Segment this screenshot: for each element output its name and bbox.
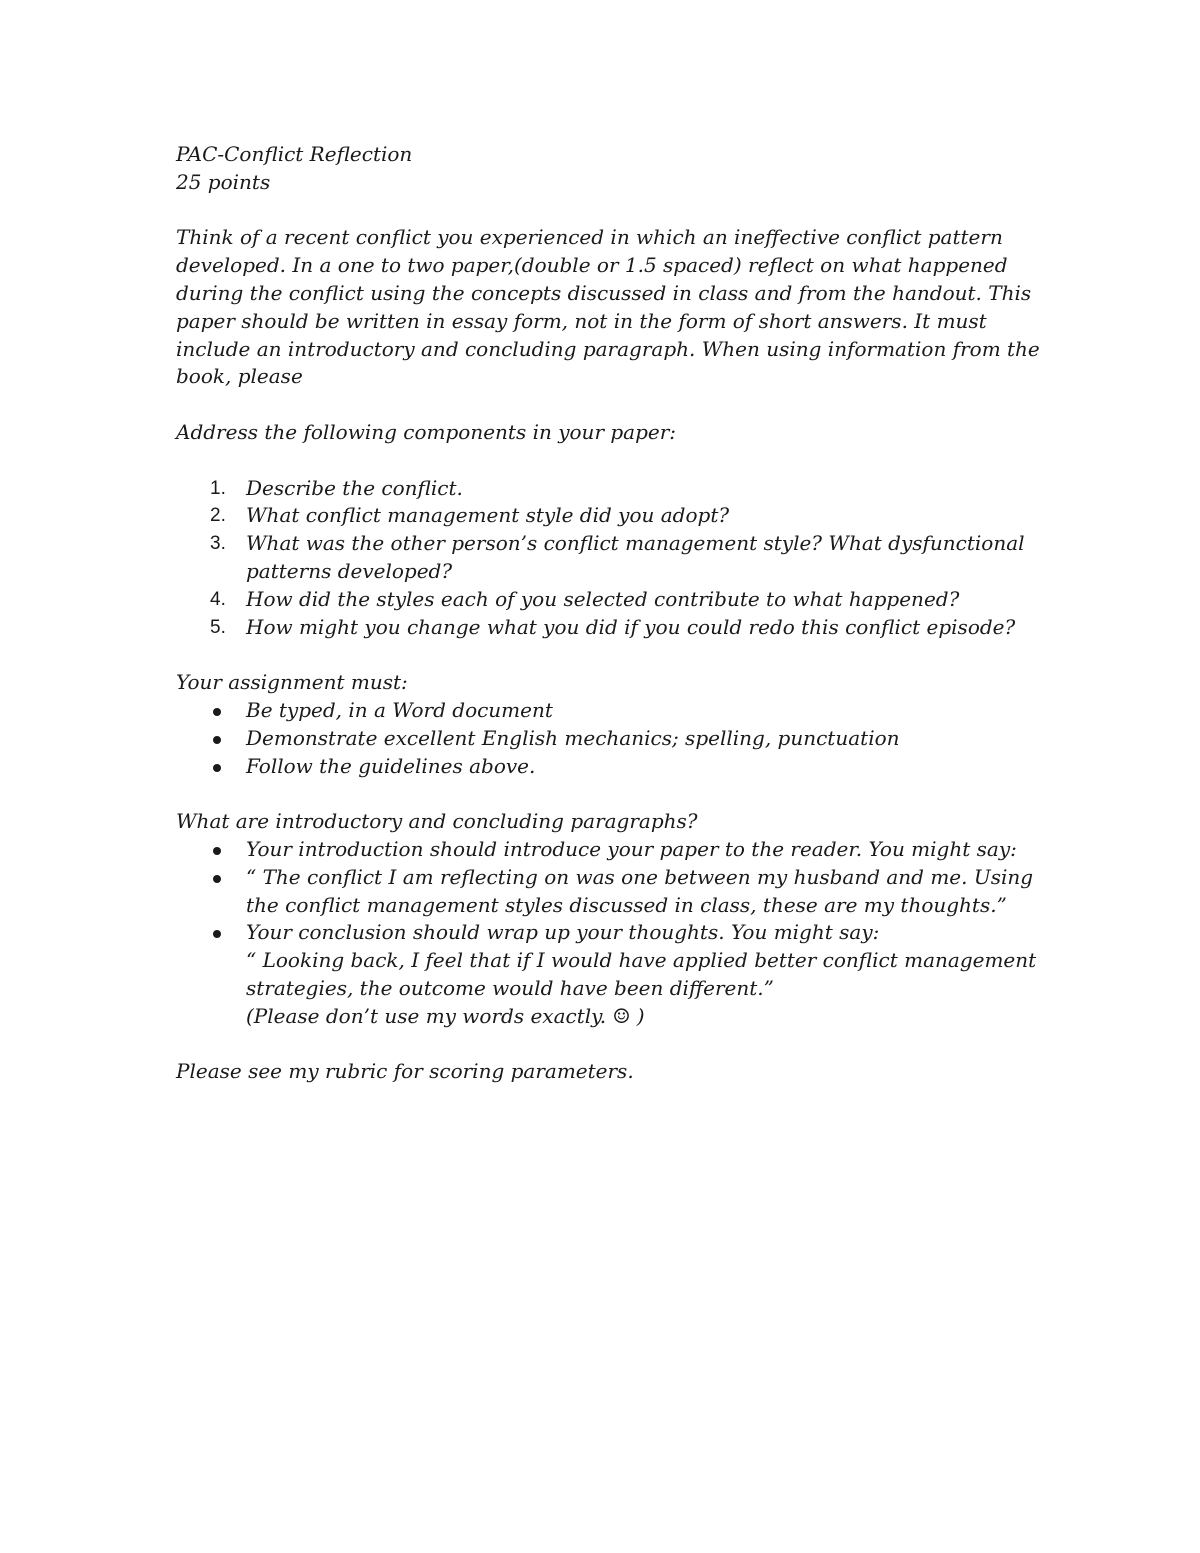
list-item [176,753,1036,781]
list-item-text: the conflict management styles discussed in class, these are my thoughts.” [246,892,1007,917]
list-item [176,697,1036,725]
list-item-text: Follow the guidelines above. [246,753,536,778]
list-item-text: Be typed, in a Word document [246,697,553,722]
intro-line: during the conflict using the concepts discussed in class and from the handout. This [176,280,1032,305]
spacer [176,447,1036,475]
bullet-icon [213,736,221,744]
intro-line: paper should be written in essay form, not in the form of short answers. It must [176,308,987,333]
list-item-text: What conflict management style did you adopt? [246,503,730,528]
intro-line: book, please [176,364,303,389]
paragraphs-list [176,836,1036,1031]
components-heading: Address the following components in your paper: [176,419,677,444]
list-item [176,475,1036,503]
list-number: 2. [210,505,226,527]
list-item-text: Your introduction should introduce your paper to the reader. You might say: [246,836,1017,861]
list-item [176,836,1036,864]
list-item-text: How did the styles each of you selected contribute to what happened? [246,586,960,611]
list-item-text: Demonstrate excellent English mechanics; spelling, punctuation [246,725,900,750]
spacer [176,641,1036,669]
requirements-heading: Your assignment must: [176,670,408,695]
spacer [176,780,1036,808]
intro-line: include an introductory and concluding paragraph. When using information from the [176,336,1040,361]
document-page [176,141,1040,1086]
list-item [176,864,1036,920]
paragraphs-heading: What are introductory and concluding paragraphs? [176,809,698,834]
list-item-text: strategies, the outcome would have been different.” [246,975,774,1000]
list-item [176,725,1036,753]
list-item-text: What was the other person’s conflict management style? What dysfunctional [246,531,1025,556]
closing-line: Please see my rubric for scoring parameters. [176,1059,634,1084]
list-item-text: “ Looking back, I feel that if I would have applied better conflict management [246,948,1037,973]
requirements-list [176,697,1036,780]
bullet-icon [213,708,221,716]
list-item [176,586,1036,614]
list-item-text: (Please don’t use my words exactly. ☺ ) [246,1003,645,1028]
intro-line: developed. In a one to two paper,(double or 1.5 spaced) reflect on what happened [176,253,1008,278]
list-item-text: Your conclusion should wrap up your thoughts. You might say: [246,920,880,945]
list-number: 1. [210,477,226,499]
document-title: PAC-Conflict Reflection [176,142,413,166]
list-number: 5. [210,616,226,638]
list-number: 3. [210,533,226,555]
list-item [176,530,1036,586]
list-item [176,502,1036,530]
document-points: 25 points [176,169,271,194]
components-list [176,475,1036,642]
list-item-text: Describe the conflict. [246,475,463,500]
bullet-icon [213,764,221,772]
intro-line: Think of a recent conflict you experienced in which an ineffective conflict pattern [176,225,1003,250]
list-item-text: How might you change what you did if you could redo this conflict episode? [246,614,1016,639]
spacer [176,197,1036,225]
list-number: 4. [210,588,226,610]
spacer [176,391,1036,419]
bullet-icon [213,875,221,883]
spacer [176,1031,1036,1059]
list-item [176,614,1036,642]
list-item [176,919,1036,1030]
bullet-icon [213,930,221,938]
list-item-text: patterns developed? [246,558,453,583]
bullet-icon [213,847,221,855]
intro-paragraph [176,224,1040,391]
list-item-text: “ The conflict I am reflecting on was one between my husband and me. Using [246,864,1034,889]
